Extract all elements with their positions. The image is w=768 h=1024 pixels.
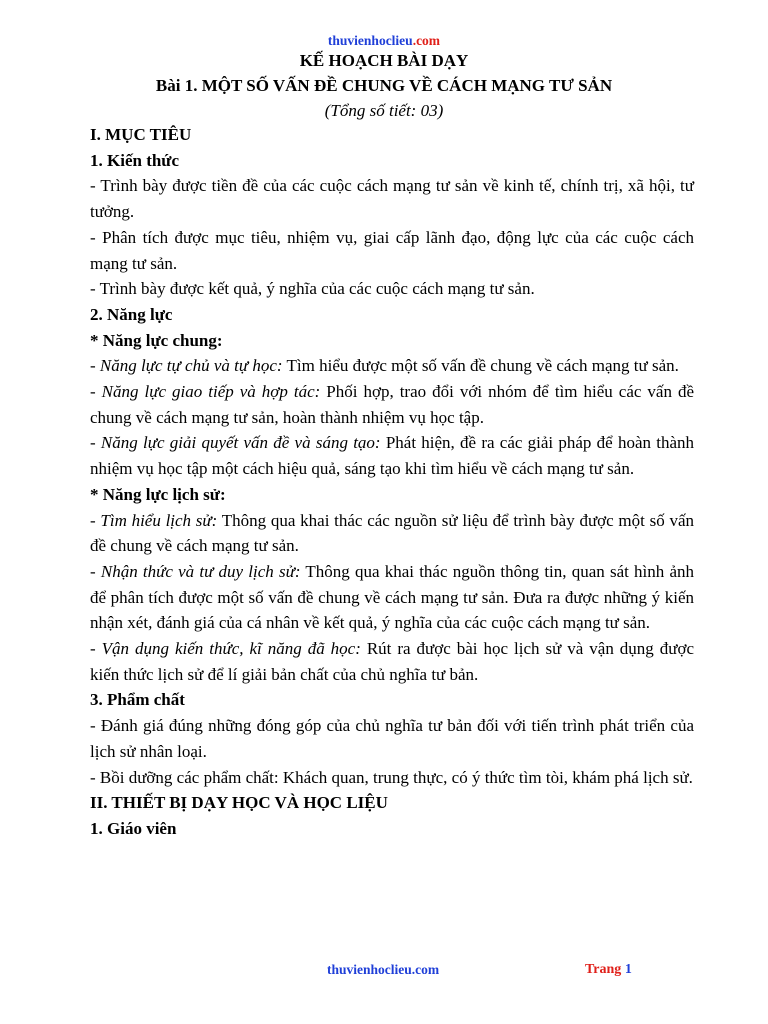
- header-site-name: [0, 33, 768, 49]
- section-heading-equipment: II. THIẾT BỊ DẠY HỌC VÀ HỌC LIỆU: [90, 793, 388, 813]
- section-heading-objectives: I. MỤC TIÊU: [90, 125, 192, 144]
- knowledge-item-3: - Trình bày được kết quả, ý nghĩa của các cuộc cách mạng tư sản.: [90, 279, 535, 299]
- knowledge-item-2: - Phân tích được mục tiêu, nhiệm vụ, giai cấp lãnh đạo, động lực của các cuộc cách mạng tư sản.: [90, 227, 694, 273]
- general-competence-item-2: [90, 379, 694, 430]
- page-number: [585, 962, 632, 978]
- history-competence-item-2: [90, 559, 694, 636]
- subheading-competence: 2. Năng lực: [90, 304, 173, 324]
- page-number-value: 1: [624, 962, 632, 977]
- general-competence-item-1: [90, 353, 694, 379]
- competence-text: Phối hợp, trao đổi với nhóm để tìm hiểu các vấn đề chung về cách mạng tư sản, hoàn thành nhiệm vụ học tập.: [90, 382, 694, 427]
- total-periods: (Tổng số tiết: 03): [324, 101, 444, 120]
- page-number-label: Trang: [585, 962, 625, 977]
- competence-label: - Năng lực giao tiếp và hợp tác:: [90, 382, 321, 402]
- qualities-item-1: - Đánh giá đúng những đóng góp của chủ nghĩa tư bản đối với tiến trình phát triển của lịch sử nhân loại.: [90, 716, 694, 761]
- competence-text: Thông qua khai thác nguồn thông tin, quan sát hình ảnh để phân tích được một số vấn đề chung về cách mạng tư sản. Đưa ra được những ý kiến nhận xét, đánh giá của cá nhân về kết quả, ý nghĩa của các cuộc cách mạng tư sản.: [90, 561, 694, 633]
- history-competence-item-1: [90, 508, 694, 559]
- subheading-qualities: 3. Phẩm chất: [90, 690, 185, 710]
- competence-label: - Năng lực tự chủ và tự học:: [90, 356, 283, 376]
- document-title: KẾ HOẠCH BÀI DẠY: [299, 51, 469, 70]
- footer-site-name: [327, 962, 439, 978]
- subheading-teacher: 1. Giáo viên: [90, 818, 177, 838]
- document-body: [90, 122, 694, 842]
- subheading-history-competence: * Năng lực lịch sử:: [90, 484, 226, 504]
- footer-site-name-tld: .com: [411, 962, 440, 977]
- competence-label: - Nhận thức và tư duy lịch sử:: [90, 561, 301, 581]
- competence-label: - Tìm hiểu lịch sử:: [90, 510, 218, 530]
- knowledge-item-1: - Trình bày được tiền đề của các cuộc cách mạng tư sản về kinh tế, chính trị, xã hội, tư tưởng.: [90, 176, 694, 222]
- competence-text: Rút ra được bài học lịch sử và vận dụng được kiến thức lịch sử để lí giải bản chất của chủ nghĩa tư bản.: [90, 639, 695, 684]
- competence-text: Thông qua khai thác các nguồn sử liệu để trình bày được một số vấn đề chung về cách mạng tư sản.: [90, 510, 694, 556]
- subheading-general-competence: * Năng lực chung:: [90, 330, 223, 350]
- competence-label: - Năng lực giải quyết vấn đề và sáng tạo:: [90, 433, 381, 453]
- competence-text: Phát hiện, đề ra các giải pháp để hoàn thành nhiệm vụ học tập một cách hiệu quả, sáng tạo khi tìm hiểu về cách mạng tư sản.: [90, 433, 695, 479]
- lesson-title: Bài 1. MỘT SỐ VẤN ĐỀ CHUNG VỀ CÁCH MẠNG TƯ SẢN: [155, 76, 613, 95]
- competence-label: - Vận dụng kiến thức, kĩ năng đã học:: [90, 639, 361, 659]
- qualities-item-2: - Bồi dưỡng các phẩm chất: Khách quan, trung thực, có ý thức tìm tòi, khám phá lịch sử.: [90, 767, 693, 787]
- history-competence-item-3: [90, 636, 694, 687]
- subheading-knowledge: 1. Kiến thức: [90, 150, 180, 170]
- header-site-name-main: thuvienhoclieu: [327, 33, 413, 48]
- footer-site-name-main: thuvienhoclieu: [327, 962, 412, 977]
- header-site-name-tld: .com: [412, 33, 441, 48]
- competence-text: Tìm hiểu được một số vấn đề chung về cách mạng tư sản.: [282, 356, 679, 376]
- general-competence-item-3: [90, 430, 694, 481]
